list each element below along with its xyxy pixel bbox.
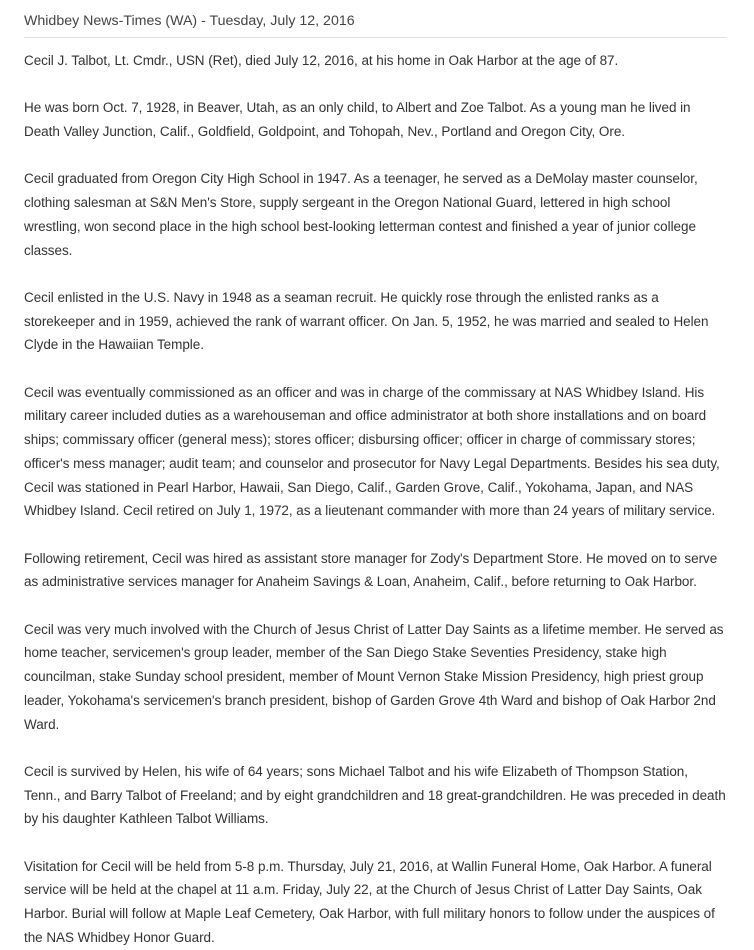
paragraph-birth: He was born Oct. 7, 1928, in Beaver, Utah, as an only child, to Albert and Zoe Talbot. As a young man he lived in Death Valley Junction, Calif., Goldfield, Goldpoint, and Tohopah, Nev., Portland and Oregon City, Ore.	[24, 100, 691, 140]
paragraph-death-notice: Cecil J. Talbot, Lt. Cmdr., USN (Ret), died July 12, 2016, at his home in Oak Harbor at the age of 87.	[24, 53, 619, 68]
paragraph-retirement: Following retirement, Cecil was hired as assistant store manager for Zody's Department Store. He moved on to serve as administrative services manager for Anaheim Savings & Loan, Anaheim, Calif., before returning to Oak Harbor.	[24, 550, 718, 590]
paragraph-services: Visitation for Cecil will be held from 5-8 p.m. Thursday, July 21, 2016, at Wallin Funeral Home, Oak Harbor. A funeral service will be held at the chapel at 11 a.m. Friday, July 22, at the Church of Jesus Christ of Latter Day Saints, Oak Harbor. Burial will follow at Maple Leaf Cemetery, Oak Harbor, with full military honors to follow under the auspices of the NAS Whidbey Honor Guard.	[24, 858, 715, 945]
source-header: Whidbey News-Times (WA) - Tuesday, July 12, 2016	[24, 0, 727, 38]
paragraph-survivors: Cecil is survived by Helen, his wife of 64 years; sons Michael Talbot and his wife Elizabeth of Thompson Station, Tenn., and Barry Talbot of Freeland; and by eight grandchildren and 18 great-grandchildren. He was preceded in death by his daughter Kathleen Talbot Williams.	[24, 763, 726, 827]
paragraph-enlistment: Cecil enlisted in the U.S. Navy in 1948 as a seaman recruit. He quickly rose through the enlisted ranks as a storekeeper and in 1959, achieved the rank of warrant officer. On Jan. 5, 1952, he was married and sealed to Helen Clyde in the Hawaiian Temple.	[24, 289, 709, 353]
paragraph-church-service: Cecil was very much involved with the Church of Jesus Christ of Latter Day Saints as a lifetime member. He served as home teacher, servicemen's group leader, member of the San Diego Stake Seventies Presidency, stake high councilman, stake Sunday school president, member of Mount Vernon Stake Mission Presidency, high priest group leader, Yokohama's servicemen's branch president, bishop of Garden Grove 4th Ward and bishop of Oak Harbor 2nd Ward.	[24, 621, 724, 732]
paragraph-education: Cecil graduated from Oregon City High School in 1947. As a teenager, he served as a DeMolay master counselor, clothing salesman at S&N Men's Store, supply sergeant in the Oregon National Guard, lettered in high school wrestling, won second place in the high school best-looking letterman contest and finished a year of junior college classes.	[24, 171, 698, 258]
paragraph-military-career: Cecil was eventually commissioned as an officer and was in charge of the commissary at NAS Whidbey Island. His military career included duties as a warehouseman and office administrator at both shore installations and on board ships; commissary officer (general mess); stores officer; disbursing officer; officer in charge of commissary stores; officer's mess manager; audit team; and counselor and prosecutor for Navy Legal Departments. Besides his sea duty, Cecil was stationed in Pearl Harbor, Hawaii, San Diego, Calif., Garden Grove, Calif., Yokohama, Japan, and NAS Whidbey Island. Cecil retired on July 1, 1972, as a lieutenant commander with more than 24 years of military service.	[24, 384, 720, 519]
obituary-body	[24, 38, 727, 950]
